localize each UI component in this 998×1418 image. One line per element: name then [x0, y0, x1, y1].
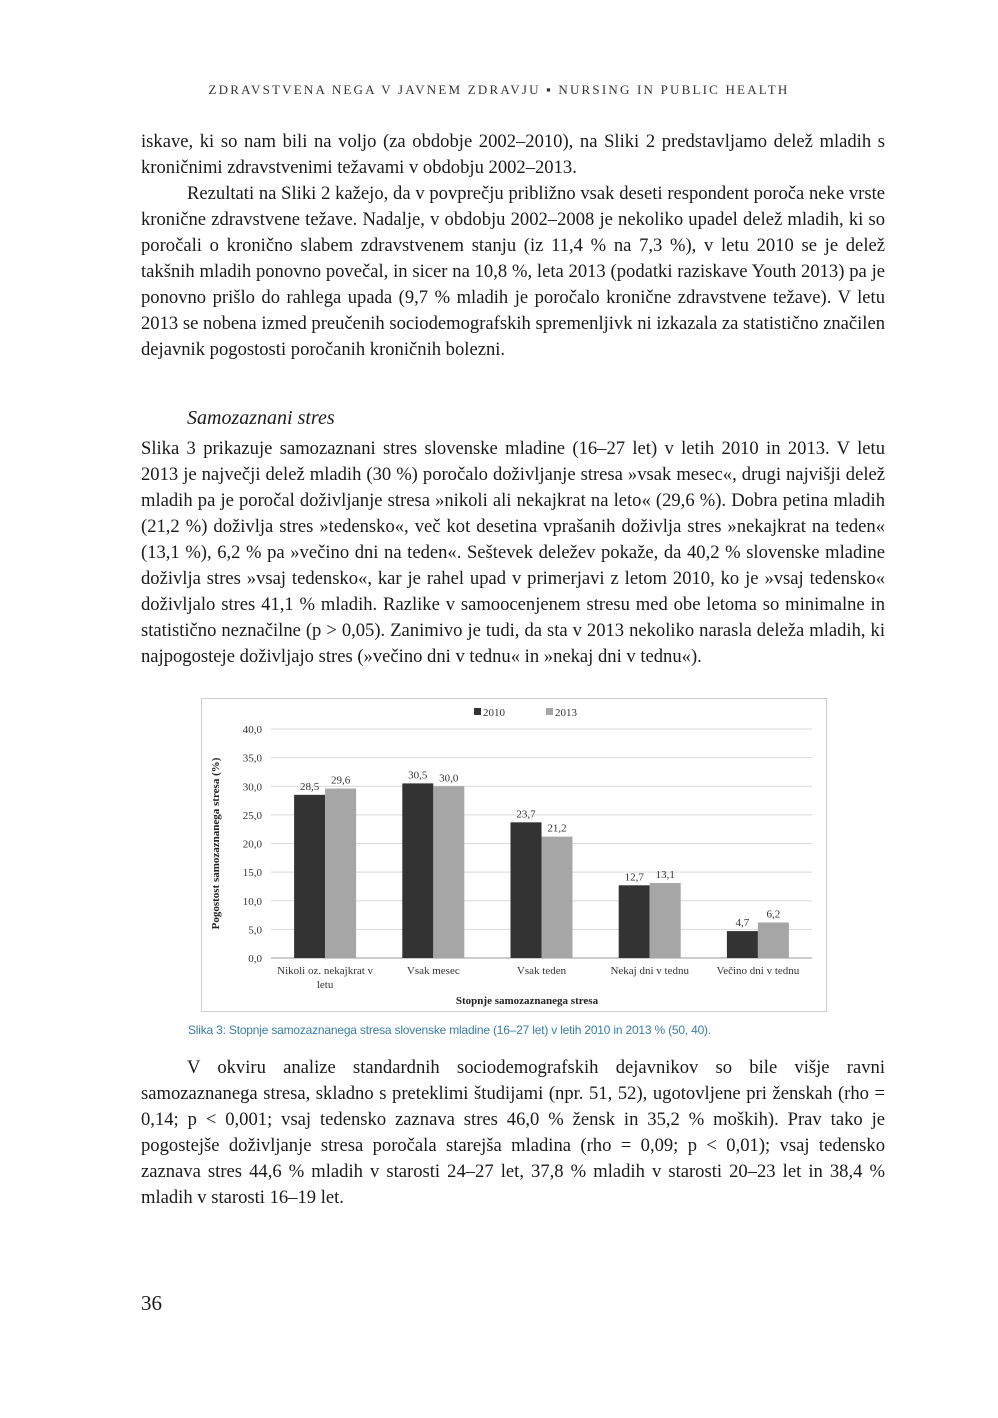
- paragraph-2: Rezultati na Sliki 2 kažejo, da v povprečju približno vsak deseti respondent poroča neke vrste kronične zdravstvene težave. Nadalje, v obdobju 2002–2008 je nekoliko upadel delež mladih, ki so poročali o kronično slabem zdravstvenem stanju (iz 11,4 % na 7,3 %), v letu 2010 se je delež takšnih mladih ponovno povečal, in sicer na 10,8 %, leta 2013 (podatki raziskave Youth 2013) pa je ponovno prišlo do rahlega upada (9,7 % mladih je poročalo kronične zdravstvene težave). V letu 2013 se nobena izmed preučenih sociodemografskih spremenljivk ni izkazala za statistično značilen dejavnik pogostosti poročanih kroničnih bolezni.: [141, 183, 886, 360]
- data-label: 23,7: [516, 808, 536, 821]
- x-tick-label: Nikoli oz. nekajkrat v: [277, 965, 374, 977]
- bar-2013: [758, 923, 789, 958]
- bar-2013: [650, 883, 681, 958]
- bar-2010: [619, 885, 650, 958]
- legend-swatch-2010: [474, 708, 481, 715]
- bar-2013: [433, 786, 464, 958]
- y-tick-label: 40,0: [242, 724, 262, 736]
- paragraph-4: V okviru analize standardnih sociodemografskih dejavnikov so bile višje ravni samozaznanega stresa, skladno s preteklimi študijami (npr. 51, 52), ugotovljene pri ženskah (rho = 0,14; p < 0,001; vsaj tedensko zaznava stres 46,0 % žensk in 35,2 % moških). Prav tako je pogostejše doživljanje stresa poročala starejša mladina (rho = 0,09; p < 0,01); vsaj tedensko zaznava stres 44,6 % mladih v starosti 24–27 let, 37,8 % mladih v starosti 20–23 let in 38,4 % mladih v starosti 16–19 let.: [141, 1057, 885, 1208]
- y-tick-label: 5,0: [248, 924, 262, 937]
- data-label: 13,1: [655, 869, 675, 882]
- x-tick-label: Večino dni v tednu: [716, 965, 800, 977]
- page-number: 36: [141, 1291, 162, 1315]
- x-tick-label: Vsak teden: [516, 965, 567, 977]
- legend-label: 2013: [555, 707, 577, 719]
- bar-chart: [202, 699, 826, 1011]
- bar-2013: [542, 837, 573, 958]
- data-label: 28,5: [299, 780, 320, 793]
- bar-2010: [511, 822, 542, 958]
- legend-swatch-2013: [546, 708, 553, 715]
- data-label: 4,7: [735, 917, 750, 930]
- section-heading: Samozaznani stres: [187, 407, 335, 429]
- data-label: 6,2: [766, 908, 781, 921]
- legend-label: 2010: [483, 707, 505, 719]
- x-tick-label: letu: [316, 979, 334, 991]
- x-tick-label: Nekaj dni v tednu: [610, 965, 689, 977]
- figure-chart: [201, 698, 827, 1012]
- figure-caption: Slika 3: Stopnje samozaznanega stresa slovenske mladine (16–27 let) v letih 2010 in 2013 % (50, 40).: [188, 1023, 711, 1037]
- bar-2010: [402, 783, 433, 958]
- y-tick-label: 0,0: [248, 953, 262, 965]
- y-tick-label: 35,0: [242, 752, 262, 765]
- data-label: 21,2: [547, 822, 567, 835]
- running-head: ZDRAVSTVENA NEGA V JAVNEM ZDRAVJU ▪ NURSING IN PUBLIC HEALTH: [208, 82, 790, 97]
- data-label: 30,5: [408, 769, 428, 782]
- y-tick-label: 30,0: [242, 781, 262, 794]
- bar-2013: [325, 789, 356, 958]
- data-label: 12,7: [624, 871, 644, 884]
- y-axis-title: Pogostost samozaznanega stresa (%): [210, 757, 222, 930]
- data-label: 30,0: [439, 772, 459, 785]
- bar-2010: [727, 931, 758, 958]
- y-tick-label: 20,0: [242, 838, 262, 851]
- y-tick-label: 10,0: [242, 895, 262, 908]
- x-axis-title: Stopnje samozaznanega stresa: [455, 995, 599, 1007]
- y-tick-label: 25,0: [242, 809, 262, 822]
- y-tick-label: 15,0: [242, 867, 262, 880]
- bar-2010: [294, 795, 325, 958]
- paragraph-1: iskave, ki so nam bili na voljo (za obdobje 2002–2010), na Sliki 2 predstavljamo delež mladih s kroničnimi zdravstvenimi težavami v obdobju 2002–2013.: [141, 131, 885, 178]
- x-tick-label: Vsak mesec: [406, 965, 460, 977]
- paragraph-3: Slika 3 prikazuje samozaznani stres slovenske mladine (16–27 let) v letih 2010 in 2013. V letu 2013 je največji delež mladih (30 %) poročalo doživljanje stresa »vsak mesec«, drugi najvišji delež mladih pa je poročal doživljanje stresa »nikoli ali nekajkrat na leto« (29,6 %). Dobra petina mladih (21,2 %) doživlja stres »tedensko«, več kot desetina vprašanih doživlja stres »nekajkrat na teden« (13,1 %), 6,2 % pa »večino dni na teden«. Seštevek deležev pokaže, da 40,2 % slovenske mladine doživlja stres »vsaj tedensko«, kar je rahel upad v primerjavi z letom 2010, ko je »vsaj tedensko« doživljalo stres 41,1 % mladih. Razlike v samoocenjenem stresu med obe letoma so minimalne in statistično neznačilne (p > 0,05). Zanimivo je tudi, da sta v 2013 nekoliko narasla deleža mladih, ki najpogosteje doživljajo stres (»večino dni v tednu« in »nekaj dni v tednu«).: [141, 438, 885, 667]
- data-label: 29,6: [330, 774, 351, 787]
